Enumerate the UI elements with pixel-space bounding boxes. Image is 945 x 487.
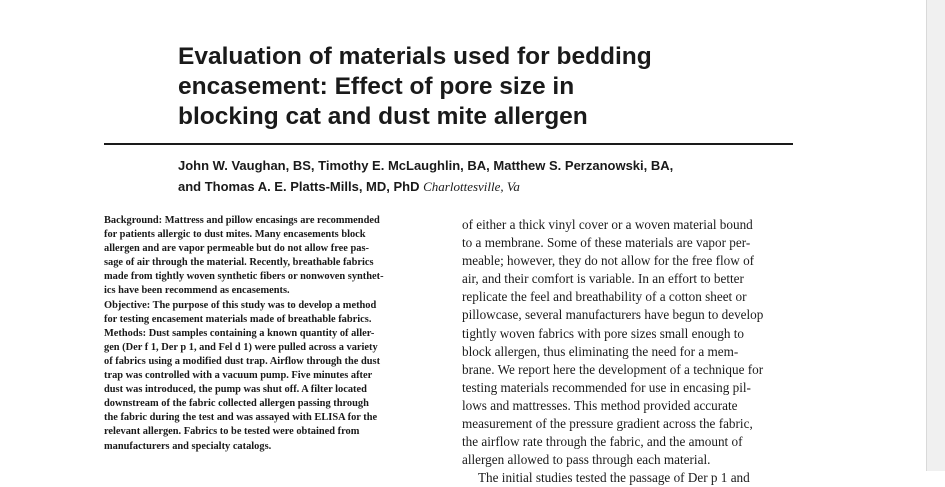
abstract-line: sage of air through the material. Recently, breathable fabrics xyxy=(104,257,374,269)
abstract-line: the fabric during the test and was assayed with ELISA for the xyxy=(104,412,378,424)
abstract-line: gen (Der f 1, Der p 1, and Fel d 1) were pulled across a variety xyxy=(104,341,378,353)
body-line: allergen allowed to pass through each material. xyxy=(462,452,711,468)
title-line: Evaluation of materials used for bedding xyxy=(178,43,652,70)
abstract-line: Methods: Dust samples containing a known quantity of aller- xyxy=(104,327,375,339)
abstract-line: relevant allergen. Fabrics to be tested were obtained from xyxy=(104,426,360,438)
body-line: pillowcase, several manufacturers have begun to develop xyxy=(462,307,764,323)
body-text-column xyxy=(462,216,797,487)
abstract-line: Objective: The purpose of this study was to develop a method xyxy=(104,299,377,311)
body-line: of either a thick vinyl cover or a woven material bound xyxy=(462,217,753,232)
abstract-line: downstream of the fabric collected allergen passing through xyxy=(104,398,369,410)
body-line: The initial studies tested the passage of Der p 1 and xyxy=(478,470,750,486)
body-line: meable; however, they do not allow for the free flow of xyxy=(462,253,755,269)
viewer-background xyxy=(927,0,945,471)
abstract-line: trap was controlled with a vacuum pump. Five minutes after xyxy=(104,370,373,382)
body-line: brane. We report here the development of a technique for xyxy=(462,361,764,377)
body-line: to a membrane. Some of these materials are vapor per- xyxy=(462,235,751,251)
title-line: encasement: Effect of pore size in xyxy=(178,73,575,100)
abstract-line: made from tightly woven synthetic fibers or nonwoven synthet- xyxy=(104,271,384,283)
abstract-line: manufacturers and specialty catalogs. xyxy=(104,440,272,452)
author-line: John W. Vaughan, BS, Timothy E. McLaughlin, BA, Matthew S. Perzanowski, BA, xyxy=(178,158,674,173)
abstract-line: dust was introduced, the pump was shut off. A filter located xyxy=(104,384,367,396)
body-line: the airflow rate through the fabric, and the amount of xyxy=(462,434,743,450)
abstract-line: for testing encasement materials made of breathable fabrics. xyxy=(104,313,372,325)
body-line: lows and mattresses. This method provided accurate xyxy=(462,397,738,413)
body-line: tightly woven fabrics with pore sizes small enough to xyxy=(462,325,745,341)
abstract xyxy=(104,214,444,454)
body-line: air, and their comfort is variable. In an effort to better xyxy=(462,271,744,287)
abstract-line: ics have been recommend as encasements. xyxy=(104,285,290,297)
affiliation: Charlottesville, Va xyxy=(423,179,520,194)
body-line: measurement of the pressure gradient across the fabric, xyxy=(462,416,753,432)
abstract-line: Background: Mattress and pillow encasings are recommended xyxy=(104,215,380,226)
body-line: replicate the feel and breathability of a cotton sheet or xyxy=(462,289,747,305)
abstract-line: of fabrics using a modified dust trap. Airflow through the dust xyxy=(104,355,381,367)
body-line: testing materials recommended for use in encasing pil- xyxy=(462,379,751,395)
article-title xyxy=(178,42,818,132)
title-rule xyxy=(104,143,793,145)
author-line xyxy=(178,176,798,197)
abstract-line: allergen and are vapor permeable but do not allow free pas- xyxy=(104,243,369,255)
body-line: block allergen, thus eliminating the need for a mem- xyxy=(462,343,739,359)
abstract-line: for patients allergic to dust mites. Many encasements block xyxy=(104,229,366,241)
author-list xyxy=(178,155,798,197)
title-line: blocking cat and dust mite allergen xyxy=(178,103,588,130)
author-names: and Thomas A. E. Platts-Mills, MD, PhD xyxy=(178,179,420,194)
